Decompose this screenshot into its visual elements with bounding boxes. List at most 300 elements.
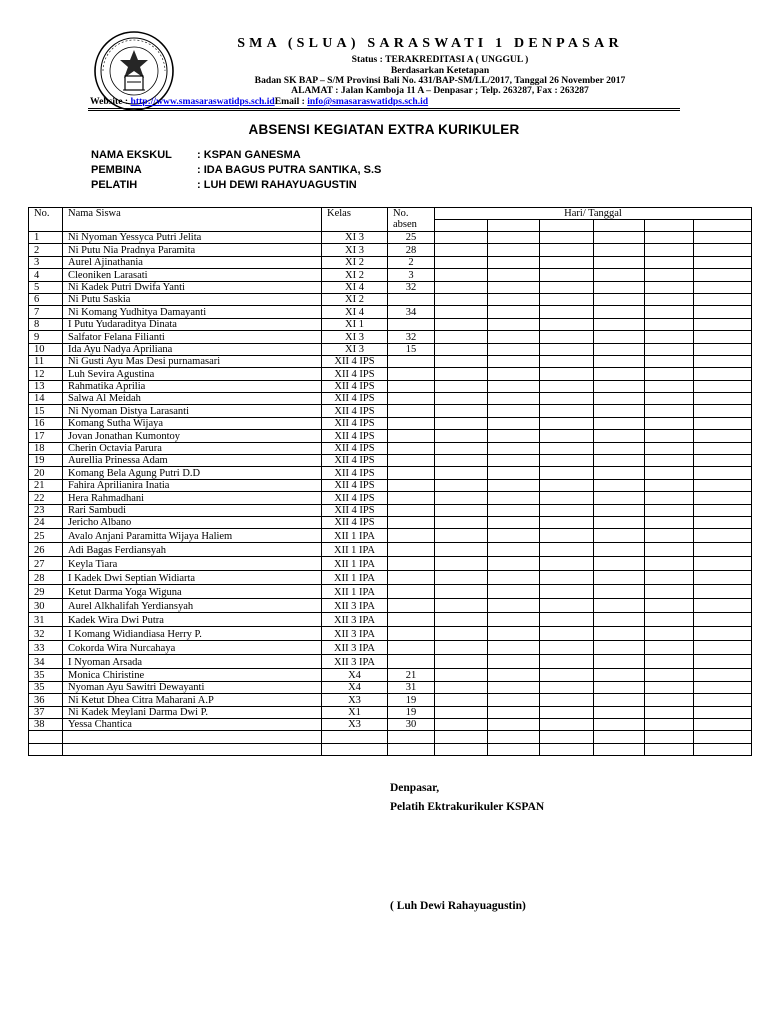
attendance-cell[interactable] [645, 455, 694, 467]
attendance-cell[interactable] [694, 256, 752, 268]
attendance-cell[interactable] [694, 543, 752, 557]
attendance-cell[interactable] [594, 557, 645, 571]
attendance-cell[interactable] [645, 281, 694, 293]
attendance-cell[interactable] [540, 293, 594, 305]
attendance-cell[interactable] [435, 655, 488, 669]
attendance-cell[interactable] [594, 368, 645, 380]
attendance-cell[interactable] [645, 405, 694, 417]
attendance-cell[interactable] [435, 585, 488, 599]
attendance-cell[interactable] [540, 492, 594, 504]
attendance-cell[interactable] [540, 641, 594, 655]
attendance-cell[interactable] [694, 331, 752, 343]
attendance-cell[interactable] [435, 306, 488, 318]
attendance-cell[interactable] [488, 743, 540, 755]
attendance-cell[interactable] [488, 417, 540, 429]
attendance-cell[interactable] [540, 516, 594, 528]
attendance-cell[interactable] [540, 731, 594, 743]
attendance-cell[interactable] [540, 331, 594, 343]
attendance-cell[interactable] [435, 269, 488, 281]
attendance-cell[interactable] [694, 694, 752, 706]
email-link[interactable]: info@smasaraswatidps.sch.id [307, 96, 429, 107]
attendance-cell[interactable] [488, 269, 540, 281]
attendance-cell[interactable] [594, 694, 645, 706]
row-name: I Nyoman Arsada [63, 655, 322, 669]
header-name: Nama Siswa [63, 208, 322, 232]
attendance-cell[interactable] [540, 355, 594, 367]
row-absen: 25 [388, 232, 435, 244]
attendance-cell[interactable] [435, 743, 488, 755]
attendance-cell[interactable] [488, 293, 540, 305]
attendance-cell[interactable] [645, 355, 694, 367]
attendance-cell[interactable] [645, 718, 694, 730]
header-absen [388, 208, 435, 232]
row-name: I Putu Yudaraditya Dinata [63, 318, 322, 330]
accreditation-status: Status : TERAKREDITASI A ( UNGGUL ) [351, 54, 529, 65]
row-absen [388, 571, 435, 585]
attendance-cell[interactable] [488, 331, 540, 343]
attendance-cell[interactable] [694, 571, 752, 585]
row-name: Ni Kadek Putri Dwifa Yanti [63, 281, 322, 293]
table-row [29, 543, 752, 557]
attendance-cell[interactable] [645, 655, 694, 669]
attendance-cell[interactable] [488, 492, 540, 504]
attendance-cell[interactable] [694, 599, 752, 613]
attendance-cell[interactable] [540, 430, 594, 442]
attendance-cell[interactable] [540, 244, 594, 256]
attendance-cell[interactable] [540, 585, 594, 599]
attendance-cell[interactable] [488, 669, 540, 681]
attendance-cell[interactable] [594, 718, 645, 730]
attendance-cell[interactable] [540, 613, 594, 627]
attendance-cell[interactable] [435, 681, 488, 693]
attendance-cell[interactable] [435, 706, 488, 718]
row-no: 13 [29, 380, 63, 392]
attendance-cell[interactable] [594, 669, 645, 681]
attendance-cell[interactable] [435, 504, 488, 516]
attendance-cell[interactable] [488, 281, 540, 293]
attendance-cell[interactable] [594, 627, 645, 641]
attendance-cell[interactable] [435, 232, 488, 244]
attendance-cell[interactable] [645, 613, 694, 627]
attendance-cell[interactable] [488, 543, 540, 557]
attendance-cell[interactable] [694, 442, 752, 454]
attendance-cell[interactable] [488, 571, 540, 585]
attendance-cell[interactable] [488, 627, 540, 641]
attendance-cell[interactable] [540, 479, 594, 491]
date-cell[interactable] [694, 220, 752, 232]
row-name: Salwa Al Meidah [63, 393, 322, 405]
attendance-cell[interactable] [694, 269, 752, 281]
attendance-cell[interactable] [594, 571, 645, 585]
attendance-cell[interactable] [645, 430, 694, 442]
attendance-cell[interactable] [435, 455, 488, 467]
attendance-cell[interactable] [540, 743, 594, 755]
attendance-cell[interactable] [488, 442, 540, 454]
attendance-cell[interactable] [488, 256, 540, 268]
attendance-cell[interactable] [488, 368, 540, 380]
attendance-cell[interactable] [488, 244, 540, 256]
attendance-cell[interactable] [540, 281, 594, 293]
attendance-cell[interactable] [645, 571, 694, 585]
attendance-cell[interactable] [594, 331, 645, 343]
attendance-cell[interactable] [694, 232, 752, 244]
attendance-cell[interactable] [694, 681, 752, 693]
attendance-cell[interactable] [694, 244, 752, 256]
attendance-cell[interactable] [594, 256, 645, 268]
attendance-cell[interactable] [645, 599, 694, 613]
attendance-cell[interactable] [594, 455, 645, 467]
attendance-cell[interactable] [435, 430, 488, 442]
attendance-cell[interactable] [435, 256, 488, 268]
attendance-cell[interactable] [694, 669, 752, 681]
attendance-cell[interactable] [540, 306, 594, 318]
attendance-cell[interactable] [435, 599, 488, 613]
attendance-cell[interactable] [694, 343, 752, 355]
attendance-cell[interactable] [488, 694, 540, 706]
attendance-cell[interactable] [488, 681, 540, 693]
attendance-cell[interactable] [694, 455, 752, 467]
attendance-cell[interactable] [435, 343, 488, 355]
attendance-cell[interactable] [540, 256, 594, 268]
row-absen [388, 355, 435, 367]
table-row [29, 599, 752, 613]
attendance-cell[interactable] [594, 641, 645, 655]
attendance-cell[interactable] [594, 613, 645, 627]
attendance-cell[interactable] [694, 380, 752, 392]
row-kelas: XII 4 IPS [322, 492, 388, 504]
attendance-cell[interactable] [645, 256, 694, 268]
attendance-cell[interactable] [694, 492, 752, 504]
attendance-cell[interactable] [694, 706, 752, 718]
row-name: Ni Nyoman Distya Larasanti [63, 405, 322, 417]
attendance-cell[interactable] [645, 706, 694, 718]
attendance-cell[interactable] [540, 504, 594, 516]
attendance-cell[interactable] [488, 355, 540, 367]
attendance-cell[interactable] [594, 516, 645, 528]
attendance-cell[interactable] [694, 504, 752, 516]
attendance-cell[interactable] [488, 380, 540, 392]
attendance-cell[interactable] [645, 306, 694, 318]
attendance-cell[interactable] [435, 492, 488, 504]
attendance-cell[interactable] [488, 504, 540, 516]
attendance-cell[interactable] [594, 492, 645, 504]
attendance-cell[interactable] [694, 281, 752, 293]
attendance-cell[interactable] [645, 368, 694, 380]
attendance-cell[interactable] [694, 318, 752, 330]
attendance-cell[interactable] [435, 393, 488, 405]
attendance-cell[interactable] [594, 430, 645, 442]
attendance-cell[interactable] [645, 343, 694, 355]
attendance-cell[interactable] [694, 306, 752, 318]
attendance-cell[interactable] [594, 393, 645, 405]
attendance-cell[interactable] [540, 669, 594, 681]
attendance-cell[interactable] [488, 613, 540, 627]
attendance-cell[interactable] [694, 479, 752, 491]
attendance-cell[interactable] [694, 627, 752, 641]
attendance-cell[interactable] [540, 529, 594, 543]
attendance-cell[interactable] [488, 529, 540, 543]
website-label: Website : [90, 96, 131, 107]
attendance-cell[interactable] [694, 467, 752, 479]
attendance-cell[interactable] [594, 281, 645, 293]
attendance-cell[interactable] [435, 417, 488, 429]
attendance-cell[interactable] [694, 731, 752, 743]
attendance-cell[interactable] [694, 743, 752, 755]
attendance-cell[interactable] [540, 232, 594, 244]
attendance-cell[interactable] [488, 585, 540, 599]
attendance-cell[interactable] [645, 641, 694, 655]
row-name: Luh Sevira Agustina [63, 368, 322, 380]
attendance-cell[interactable] [694, 516, 752, 528]
row-absen: 31 [388, 681, 435, 693]
attendance-cell[interactable] [594, 504, 645, 516]
attendance-cell[interactable] [488, 343, 540, 355]
table-row [29, 492, 752, 504]
attendance-cell[interactable] [594, 293, 645, 305]
attendance-cell[interactable] [594, 585, 645, 599]
row-no [29, 743, 63, 755]
attendance-cell[interactable] [645, 442, 694, 454]
attendance-cell[interactable] [488, 467, 540, 479]
attendance-cell[interactable] [694, 529, 752, 543]
attendance-cell[interactable] [694, 430, 752, 442]
attendance-cell[interactable] [594, 355, 645, 367]
attendance-cell[interactable] [594, 529, 645, 543]
attendance-cell[interactable] [435, 627, 488, 641]
attendance-cell[interactable] [594, 343, 645, 355]
date-cell[interactable] [645, 220, 694, 232]
attendance-cell[interactable] [594, 599, 645, 613]
attendance-cell[interactable] [540, 380, 594, 392]
attendance-cell[interactable] [594, 405, 645, 417]
attendance-cell[interactable] [540, 393, 594, 405]
attendance-cell[interactable] [435, 516, 488, 528]
attendance-cell[interactable] [594, 417, 645, 429]
attendance-cell[interactable] [540, 368, 594, 380]
row-no: 16 [29, 417, 63, 429]
attendance-cell[interactable] [594, 442, 645, 454]
attendance-cell[interactable] [694, 368, 752, 380]
attendance-cell[interactable] [488, 599, 540, 613]
attendance-cell[interactable] [594, 743, 645, 755]
table-row [29, 669, 752, 681]
date-cell[interactable] [435, 220, 488, 232]
date-cell[interactable] [488, 220, 540, 232]
attendance-cell[interactable] [435, 694, 488, 706]
attendance-cell[interactable] [488, 731, 540, 743]
attendance-cell[interactable] [435, 281, 488, 293]
attendance-cell[interactable] [540, 627, 594, 641]
attendance-cell[interactable] [435, 669, 488, 681]
attendance-cell[interactable] [645, 731, 694, 743]
attendance-cell[interactable] [540, 599, 594, 613]
attendance-cell[interactable] [435, 318, 488, 330]
attendance-cell[interactable] [488, 479, 540, 491]
attendance-cell[interactable] [694, 293, 752, 305]
attendance-cell[interactable] [594, 467, 645, 479]
attendance-cell[interactable] [540, 571, 594, 585]
attendance-cell[interactable] [594, 318, 645, 330]
attendance-cell[interactable] [645, 669, 694, 681]
attendance-cell[interactable] [594, 306, 645, 318]
website-link[interactable]: http://www.smasaraswatidps.sch.id [130, 96, 275, 107]
attendance-cell[interactable] [488, 516, 540, 528]
attendance-cell[interactable] [435, 731, 488, 743]
attendance-cell[interactable] [645, 585, 694, 599]
attendance-cell[interactable] [594, 681, 645, 693]
attendance-cell[interactable] [435, 557, 488, 571]
attendance-cell[interactable] [694, 393, 752, 405]
attendance-cell[interactable] [488, 430, 540, 442]
row-kelas: XII 3 IPA [322, 641, 388, 655]
attendance-cell[interactable] [594, 655, 645, 669]
attendance-cell[interactable] [594, 731, 645, 743]
attendance-cell[interactable] [435, 244, 488, 256]
attendance-cell[interactable] [645, 244, 694, 256]
attendance-cell[interactable] [435, 405, 488, 417]
attendance-cell[interactable] [594, 479, 645, 491]
attendance-cell[interactable] [694, 718, 752, 730]
attendance-cell[interactable] [540, 557, 594, 571]
attendance-cell[interactable] [540, 543, 594, 557]
attendance-cell[interactable] [488, 706, 540, 718]
row-no: 36 [29, 694, 63, 706]
row-name: I Komang Widiandiasa Herry P. [63, 627, 322, 641]
attendance-cell[interactable] [645, 557, 694, 571]
document-title: ABSENSI KEGIATAN EXTRA KURIKULER [248, 122, 520, 137]
attendance-cell[interactable] [488, 455, 540, 467]
attendance-cell[interactable] [488, 232, 540, 244]
attendance-cell[interactable] [540, 442, 594, 454]
attendance-cell[interactable] [540, 694, 594, 706]
row-no: 35 [29, 669, 63, 681]
row-absen: 3 [388, 269, 435, 281]
row-absen [388, 467, 435, 479]
attendance-cell[interactable] [594, 706, 645, 718]
row-no: 4 [29, 269, 63, 281]
date-cell[interactable] [540, 220, 594, 232]
row-name: I Kadek Dwi Septian Widiarta [63, 571, 322, 585]
attendance-cell[interactable] [645, 293, 694, 305]
attendance-cell[interactable] [540, 405, 594, 417]
attendance-cell[interactable] [694, 557, 752, 571]
attendance-cell[interactable] [435, 467, 488, 479]
attendance-cell[interactable] [645, 516, 694, 528]
attendance-cell[interactable] [694, 613, 752, 627]
attendance-cell[interactable] [645, 318, 694, 330]
attendance-cell[interactable] [435, 613, 488, 627]
header-hari-tanggal: Hari/ Tanggal [435, 208, 752, 220]
attendance-cell[interactable] [645, 743, 694, 755]
table-row [29, 306, 752, 318]
header-divider [88, 110, 680, 111]
attendance-cell[interactable] [435, 368, 488, 380]
attendance-cell[interactable] [488, 393, 540, 405]
attendance-cell[interactable] [645, 627, 694, 641]
attendance-cell[interactable] [540, 718, 594, 730]
attendance-cell[interactable] [488, 655, 540, 669]
attendance-cell[interactable] [435, 355, 488, 367]
attendance-cell[interactable] [540, 467, 594, 479]
table-row [29, 281, 752, 293]
attendance-cell[interactable] [594, 380, 645, 392]
attendance-cell[interactable] [594, 244, 645, 256]
attendance-cell[interactable] [435, 479, 488, 491]
attendance-cell[interactable] [645, 331, 694, 343]
attendance-cell[interactable] [435, 380, 488, 392]
attendance-cell[interactable] [694, 355, 752, 367]
attendance-cell[interactable] [645, 269, 694, 281]
attendance-cell[interactable] [540, 269, 594, 281]
row-kelas: XI 4 [322, 281, 388, 293]
attendance-cell[interactable] [594, 232, 645, 244]
row-name: Cleoniken Larasati [63, 269, 322, 281]
attendance-cell[interactable] [540, 343, 594, 355]
row-name: Rahmatika Aprilia [63, 380, 322, 392]
attendance-cell[interactable] [540, 655, 594, 669]
attendance-cell[interactable] [540, 455, 594, 467]
attendance-cell[interactable] [540, 706, 594, 718]
attendance-cell[interactable] [488, 306, 540, 318]
row-name: Kadek Wira Dwi Putra [63, 613, 322, 627]
row-name: Nyoman Ayu Sawitri Dewayanti [63, 681, 322, 693]
row-name [63, 731, 322, 743]
attendance-cell[interactable] [645, 380, 694, 392]
table-row [29, 694, 752, 706]
attendance-cell[interactable] [694, 417, 752, 429]
attendance-cell[interactable] [540, 318, 594, 330]
attendance-cell[interactable] [645, 393, 694, 405]
attendance-cell[interactable] [488, 641, 540, 655]
attendance-cell[interactable] [435, 641, 488, 655]
attendance-cell[interactable] [435, 718, 488, 730]
attendance-cell[interactable] [488, 557, 540, 571]
attendance-cell[interactable] [645, 232, 694, 244]
attendance-cell[interactable] [435, 331, 488, 343]
attendance-cell[interactable] [645, 504, 694, 516]
attendance-cell[interactable] [645, 417, 694, 429]
attendance-cell[interactable] [645, 479, 694, 491]
attendance-cell[interactable] [540, 681, 594, 693]
attendance-cell[interactable] [645, 694, 694, 706]
date-cell[interactable] [594, 220, 645, 232]
attendance-cell[interactable] [488, 718, 540, 730]
attendance-cell[interactable] [694, 405, 752, 417]
row-absen [388, 380, 435, 392]
attendance-cell[interactable] [645, 529, 694, 543]
attendance-cell[interactable] [435, 543, 488, 557]
row-kelas: XI 3 [322, 244, 388, 256]
attendance-cell[interactable] [645, 467, 694, 479]
attendance-cell[interactable] [435, 293, 488, 305]
attendance-cell[interactable] [694, 655, 752, 669]
attendance-cell[interactable] [645, 681, 694, 693]
attendance-cell[interactable] [435, 442, 488, 454]
attendance-cell[interactable] [540, 417, 594, 429]
attendance-cell[interactable] [488, 318, 540, 330]
row-absen [388, 417, 435, 429]
attendance-cell[interactable] [694, 641, 752, 655]
attendance-cell[interactable] [694, 585, 752, 599]
attendance-cell[interactable] [594, 269, 645, 281]
attendance-cell[interactable] [645, 543, 694, 557]
attendance-cell[interactable] [435, 529, 488, 543]
row-absen [388, 543, 435, 557]
attendance-cell[interactable] [488, 405, 540, 417]
attendance-cell[interactable] [594, 543, 645, 557]
attendance-cell[interactable] [435, 571, 488, 585]
attendance-cell[interactable] [645, 492, 694, 504]
